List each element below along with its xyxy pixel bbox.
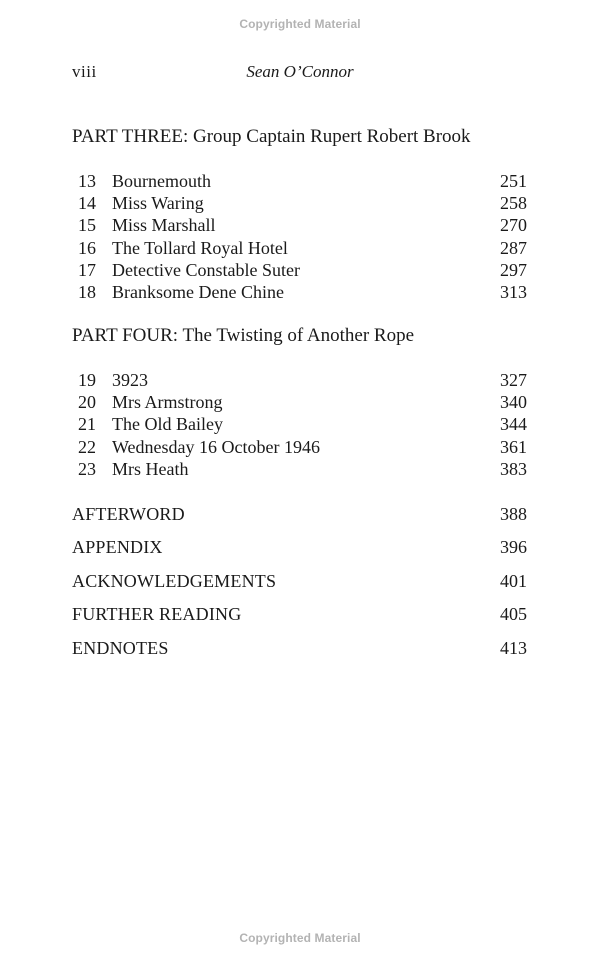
chapter-page: 340 bbox=[500, 392, 527, 413]
chapter-title: Detective Constable Suter bbox=[112, 259, 300, 280]
back-matter-entry-appendix[interactable] bbox=[72, 536, 527, 569]
copyright-watermark-top: Copyrighted Material bbox=[239, 17, 361, 31]
chapter-title: The Tollard Royal Hotel bbox=[112, 237, 288, 258]
chapter-page: 361 bbox=[500, 436, 527, 457]
chapter-title: Miss Marshall bbox=[112, 215, 216, 236]
chapter-page: 313 bbox=[500, 281, 527, 302]
back-matter-entry-acknowledgements[interactable] bbox=[72, 570, 527, 603]
chapter-title: The Old Bailey bbox=[112, 414, 223, 435]
chapter-page: 270 bbox=[500, 215, 527, 236]
back-matter-page: 401 bbox=[500, 570, 527, 591]
part-three-chapter-list bbox=[72, 170, 527, 303]
chapter-title: Wednesday 16 October 1946 bbox=[112, 436, 320, 457]
toc-entry[interactable] bbox=[72, 436, 527, 458]
back-matter-page: 396 bbox=[500, 537, 527, 558]
chapter-title: Bournemouth bbox=[112, 171, 211, 191]
toc-entry[interactable] bbox=[72, 369, 527, 391]
toc-entry[interactable] bbox=[72, 214, 527, 236]
toc-entry[interactable] bbox=[72, 259, 527, 281]
running-head-author: Sean O’Connor bbox=[246, 62, 354, 81]
chapter-number: 19 bbox=[78, 370, 96, 390]
copyright-watermark-bottom: Copyrighted Material bbox=[239, 931, 361, 945]
chapter-number: 14 bbox=[78, 193, 96, 214]
chapter-number: 23 bbox=[78, 458, 96, 479]
chapter-page: 327 bbox=[500, 370, 527, 390]
part-three-heading: PART THREE: Group Captain Rupert Robert Brook bbox=[72, 126, 471, 147]
chapter-number: 16 bbox=[78, 237, 96, 258]
chapter-title: Mrs Armstrong bbox=[112, 392, 223, 413]
part-four-chapter-list bbox=[72, 369, 527, 480]
chapter-number: 22 bbox=[78, 436, 96, 457]
chapter-number: 20 bbox=[78, 392, 96, 413]
chapter-number: 17 bbox=[78, 259, 96, 280]
chapter-page: 383 bbox=[500, 458, 527, 479]
chapter-page: 251 bbox=[500, 171, 527, 191]
chapter-page: 344 bbox=[500, 414, 527, 435]
back-matter-list bbox=[72, 503, 527, 670]
toc-entry[interactable] bbox=[72, 391, 527, 413]
back-matter-entry-afterword[interactable] bbox=[72, 503, 527, 536]
part-four-heading: PART FOUR: The Twisting of Another Rope bbox=[72, 325, 415, 346]
chapter-page: 287 bbox=[500, 237, 527, 258]
chapter-title: 3923 bbox=[112, 370, 148, 390]
toc-entry[interactable] bbox=[72, 413, 527, 435]
chapter-title: Mrs Heath bbox=[112, 458, 189, 479]
chapter-page: 297 bbox=[500, 259, 527, 280]
chapter-number: 15 bbox=[78, 215, 96, 236]
toc-entry[interactable] bbox=[72, 170, 527, 192]
back-matter-title: ENDNOTES bbox=[72, 637, 169, 658]
chapter-number: 13 bbox=[78, 171, 96, 191]
back-matter-title: ACKNOWLEDGEMENTS bbox=[72, 570, 277, 591]
chapter-title: Branksome Dene Chine bbox=[112, 281, 284, 302]
page-number: viii bbox=[72, 62, 97, 81]
back-matter-page: 413 bbox=[500, 637, 527, 658]
back-matter-title: FURTHER READING bbox=[72, 604, 242, 625]
toc-entry[interactable] bbox=[72, 458, 527, 480]
toc-entry[interactable] bbox=[72, 192, 527, 214]
toc-entry[interactable] bbox=[72, 281, 527, 303]
back-matter-title: AFTERWORD bbox=[72, 504, 185, 524]
back-matter-page: 405 bbox=[500, 604, 527, 625]
chapter-title: Miss Waring bbox=[112, 193, 204, 214]
chapter-number: 21 bbox=[78, 414, 96, 435]
back-matter-page: 388 bbox=[500, 504, 527, 524]
back-matter-entry-further-reading[interactable] bbox=[72, 603, 527, 636]
chapter-page: 258 bbox=[500, 193, 527, 214]
chapter-number: 18 bbox=[78, 281, 96, 302]
toc-entry[interactable] bbox=[72, 237, 527, 259]
back-matter-entry-endnotes[interactable] bbox=[72, 637, 527, 670]
back-matter-title: APPENDIX bbox=[72, 537, 163, 558]
